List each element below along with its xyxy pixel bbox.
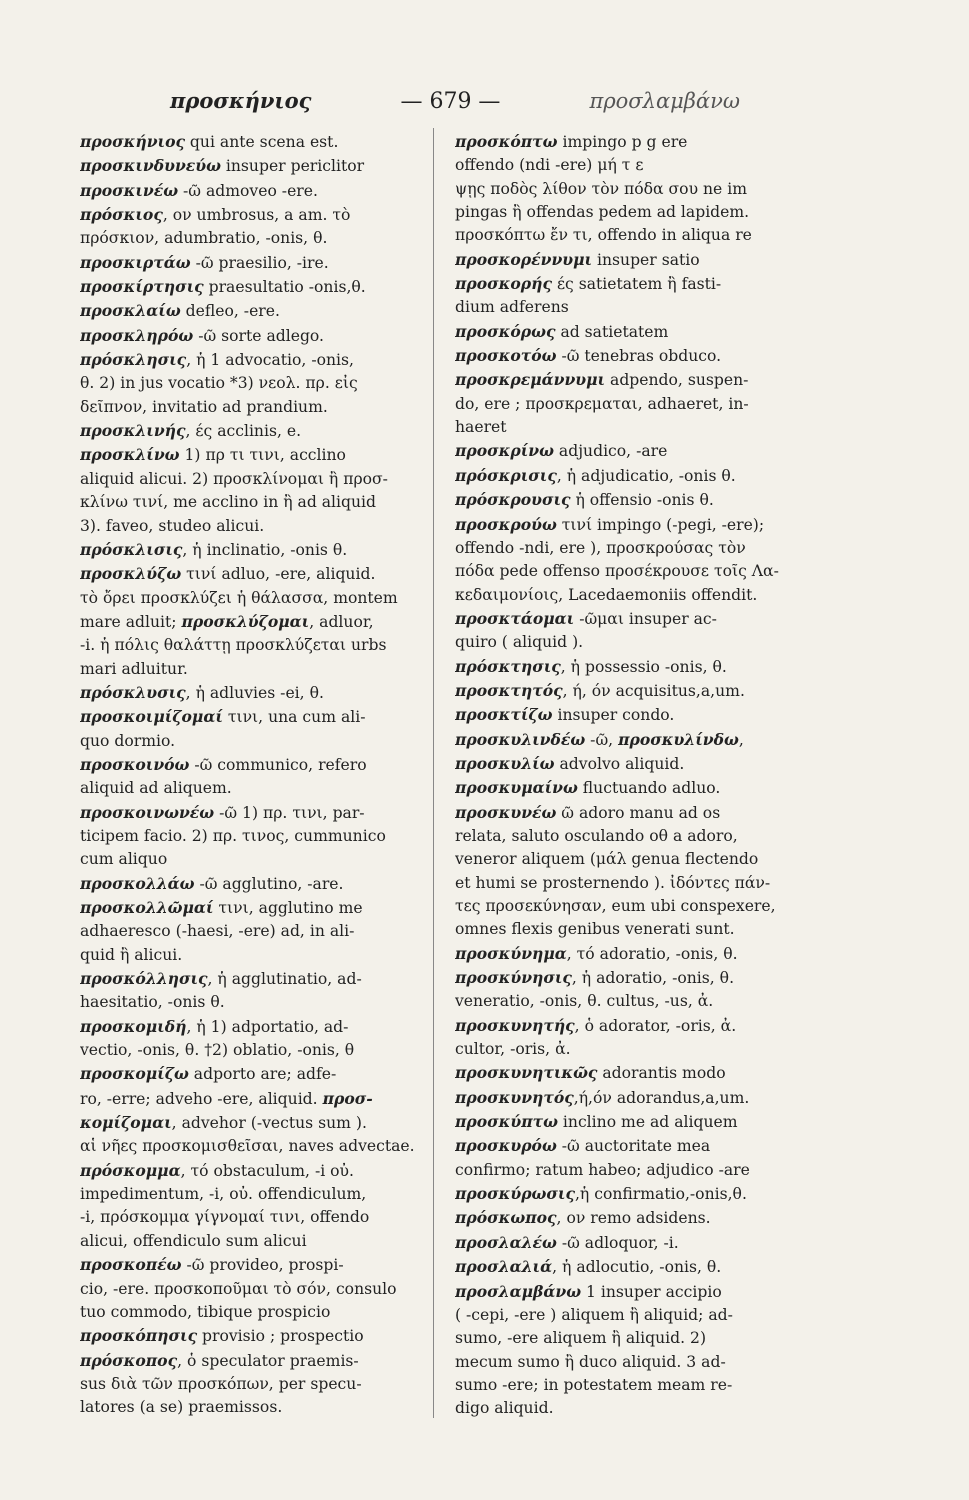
entry-line: προσκύρωσις,ἡ confirmatio,-onis,θ. [455,1184,747,1204]
entry-line: πρόσκλησις, ἡ 1 advocatio, -onis, [80,350,354,370]
entry-line: relata, saluto osculando oθ a adoro, [455,826,738,845]
entry-line: πρόσκτησις, ἡ possessio -onis, θ. [455,656,727,676]
entry-line: 3). faveo, studeo alicui. [80,516,265,535]
entry-line: προσλαμβάνω 1 insuper accipio [455,1281,722,1301]
entry-line: sumo, -ere aliquem ἢ aliquid. 2) [455,1329,707,1348]
entry-line: προσκληρόω -ῶ sorte adlego. [80,325,325,345]
entry-line: αἱ νῆες προσκομισθεῖσαι, naves advectae. [80,1137,415,1156]
page-number: — 679 — [400,89,501,114]
entry-line: omnes flexis genibus venerati sunt. [455,920,735,939]
right-column [455,130,825,1421]
entry-line: cio, -ere. προσκοποῦμαι τὸ σόν, consulo [80,1279,397,1298]
entry-line: πρόσκλυσις, ἡ adluvies -ei, θ. [80,682,324,702]
entry-line: προσκρούω τινί impingo (-pegi, -ere); [455,514,765,534]
entry-line: mecum sumo ἢ duco aliquid. 3 ad- [455,1352,726,1371]
entry-line: προσκολλῶμαί τινι, agglutino me [80,898,363,917]
entry-line: veneror aliquem (μάλ genua flectendo [455,850,759,869]
entry-line: veneratio, -onis, θ. cultus, -us, ἀ. [455,992,714,1011]
entry-line: do, ere ; προσκρεμαται, adhaeret, in- [455,394,749,413]
entry-line: προσκυνέω ῶ adoro manu ad os [455,802,721,822]
entry-line: et humi se prosternendo ). ἰδόντες πάν- [455,873,771,892]
entry-line: προσκόρως ad satietatem [455,321,669,341]
entry-line: ro, -erre; adveho -ere, aliquid. προσ- [80,1088,373,1108]
entry-line: ticipem facio. 2) πρ. τινος, cummunico [80,826,386,845]
entry-line: mare adluit; προσκλύζομαι, adluor, [80,611,374,631]
entry-line: quiro ( aliquid ). [455,633,584,652]
column-divider [433,128,434,1418]
entry-line: προσκόπτω impingo p g ere [455,132,688,151]
entry-line: θ. 2) in jus vocatio *3) νεολ. πρ. εἰς [80,374,358,393]
entry-line: sumo -ere; in potestatem meam re- [455,1375,733,1394]
entry-line: πρόσκοπος, ὁ speculator praemis- [80,1350,359,1370]
entry-line: πόδα pede offenso προσέκρουσε τοῖς Λα- [455,562,779,581]
entry-line: τες προσεκύνησαν, eum ubi conspexere, [455,897,776,915]
entry-line: προσκτητός, ή, όν acquisitus,a,um. [455,680,745,700]
entry-line: προσκόπτω ἔν τι, offendo in aliqua re [455,226,752,245]
entry-line: προσκοινωνέω -ῶ 1) πρ. τινι, par- [80,802,365,822]
entry-line: προσκυλινδέω -ῶ, προσκυλίνδω, [455,729,744,749]
entry-line: -i, πρόσκομμα γίγνομαί τινι, offendo [80,1208,370,1227]
entry-line: προσκοιμίζομαί τινι, una cum ali- [80,707,366,727]
entry-line: τὸ ὄρει προσκλύζει ἡ θάλασσα, montem [80,588,398,607]
entry-line: προσκλινής, ές acclinis, e. [80,421,302,441]
entry-line: προσκομίζω adporto are; adfe- [80,1064,337,1084]
entry-line: προσκοτόω -ῶ tenebras obduco. [455,346,722,366]
entry-line: προσλαλιά, ἡ adlocutio, -onis, θ. [455,1257,722,1277]
entry-line: digo aliquid. [455,1399,554,1418]
entry-line: προσκυνητής, ὁ adorator, -oris, ἀ. [455,1015,737,1035]
entry-line: mari adluitur. [80,659,188,678]
entry-line: offendo (ndi -ere) μή τ ε [455,156,644,175]
entry-line: προσκίρτησις praesultatio -onis,θ. [80,277,366,297]
entry-line: confirmo; ratum habeo; adjudico -are [455,1160,750,1179]
entry-line: cultor, -oris, ἀ. [455,1040,571,1059]
entry-line: vectio, -onis, θ. †2) oblatio, -onis, θ [80,1041,355,1060]
entry-line: προσκυρόω -ῶ auctoritate mea [455,1136,711,1156]
entry-line: haeret [455,418,507,437]
entry-line: προσκτίζω insuper condo. [455,705,675,725]
entry-line: πρόσκομμα, τό obstaculum, -i οὐ. [80,1160,354,1180]
entry-line: δεῖπνον, invitatio ad prandium. [80,397,328,416]
entry-line: alicui, offendiculo sum alicui [80,1231,307,1250]
entry-line: προσκύνησις, ἡ adoratio, -onis, θ. [455,968,735,988]
entry-line: προσκολλάω -ῶ agglutino, -are. [80,873,344,893]
entry-line: προσκρίνω adjudico, -are [455,441,668,461]
entry-line: προσκόπησις provisio ; prospectio [80,1326,364,1346]
entry-line: aliquid ad aliquem. [80,779,232,798]
entry-line: προσκύπτω inclino me ad aliquem [455,1112,738,1132]
entry-line: προσκτάομαι -ῶμαι insuper ac- [455,608,717,628]
entry-line: κομίζομαι, advehor (-vectus sum ). [80,1113,367,1133]
entry-line: κλίνω τινί, me acclino in ἢ ad aliquid [80,493,377,512]
entry-line: προσκυνητικῶς adorantis modo [455,1063,726,1083]
entry-line: quid ἢ alicui. [80,945,183,964]
entry-line: προσκινδυνεύω insuper periclitor [80,156,365,176]
page-header [170,88,740,114]
entry-line: sus διὰ τῶν προσκόπων, per specu- [80,1374,362,1393]
entry-line: impedimentum, -i, οὐ. offendiculum, [80,1185,367,1204]
entry-line: πρόσκωπος, ον remo adsidens. [455,1208,711,1228]
entry-line: προσκοπέω -ῶ provideo, prospi- [80,1255,344,1275]
entry-line: haesitatio, -onis θ. [80,993,225,1012]
entry-line: tuo commodo, tibique prospicio [80,1302,331,1321]
entry-line: προσκοινόω -ῶ communico, refero [80,754,367,774]
entry-line: πρόσκιος, ον umbrosus, a am. τὸ [80,205,351,225]
header-last-word: προσλαμβάνω [589,89,740,113]
entry-line: προσκήνιος qui ante scena est. [80,132,339,151]
entry-line: cum aliquo [80,850,168,869]
entry-line: offendo -ndi, ere ), προσκρούσας τὸν [455,538,746,557]
entry-line: προσκυλίω advolvo aliquid. [455,753,685,773]
entry-line: ψῃς ποδὸς λίθον τὸν πόδα σου ne im [455,179,748,198]
entry-line: προσκόλλησις, ἡ agglutinatio, ad- [80,969,362,989]
entry-line: προσκινέω -ῶ admoveo -ere. [80,180,318,200]
entry-line: κεδαιμονίοις, Lacedaemoniis offendit. [455,585,758,604]
entry-line: προσκορέννυμι insuper satio [455,249,700,269]
entry-line: προσκυνητός,ή,όν adorandus,a,um. [455,1087,750,1107]
entry-line: προσκλαίω defleo, -ere. [80,301,280,321]
entry-line: adhaeresco (-haesi, -ere) ad, in ali- [80,922,355,941]
entry-line: ( -cepi, -ere ) aliquem ἢ aliquid; ad- [455,1305,733,1324]
header-first-word: προσκήνιος [170,88,312,113]
entry-line: quo dormio. [80,731,176,750]
entry-line: aliquid alicui. 2) προσκλίνομαι ἢ προσ- [80,469,388,488]
entry-line: pingas ἢ offendas pedem ad lapidem. [455,203,750,222]
entry-line: προσκιρτάω -ῶ praesilio, -ire. [80,252,329,272]
entry-line: πρόσκρουσις ἡ offensio -onis θ. [455,490,714,510]
entry-line: προσκρεμάννυμι adpendo, suspen- [455,370,749,390]
entry-line: πρόσκλισις, ἡ inclinatio, -onis θ. [80,539,348,559]
entry-line: προσκορής ές satietatem ἢ fasti- [455,274,722,294]
entry-line: -i. ἡ πόλις θαλάττῃ προσκλύζεται urbs [80,636,387,655]
entry-line: πρόσκρισις, ἡ adjudicatio, -onis θ. [455,465,736,485]
entry-line: προσκλίνω 1) πρ τι τινι, acclino [80,445,346,465]
entry-line: προσκομιδή, ἡ 1) adportatio, ad- [80,1016,349,1036]
entry-line: προσλαλέω -ῶ adloquor, -i. [455,1232,679,1252]
entry-line: προσκλύζω τινί adluo, -ere, aliquid. [80,564,376,584]
left-column [80,130,440,1420]
entry-line: latores (a se) praemissos. [80,1398,283,1417]
entry-line: προσκυμαίνω fluctuando adluo. [455,778,721,798]
entry-line: πρόσκιον, adumbratio, -onis, θ. [80,229,328,248]
entry-line: προσκύνημα, τό adoratio, -onis, θ. [455,943,738,963]
entry-line: dium adferens [455,298,569,317]
